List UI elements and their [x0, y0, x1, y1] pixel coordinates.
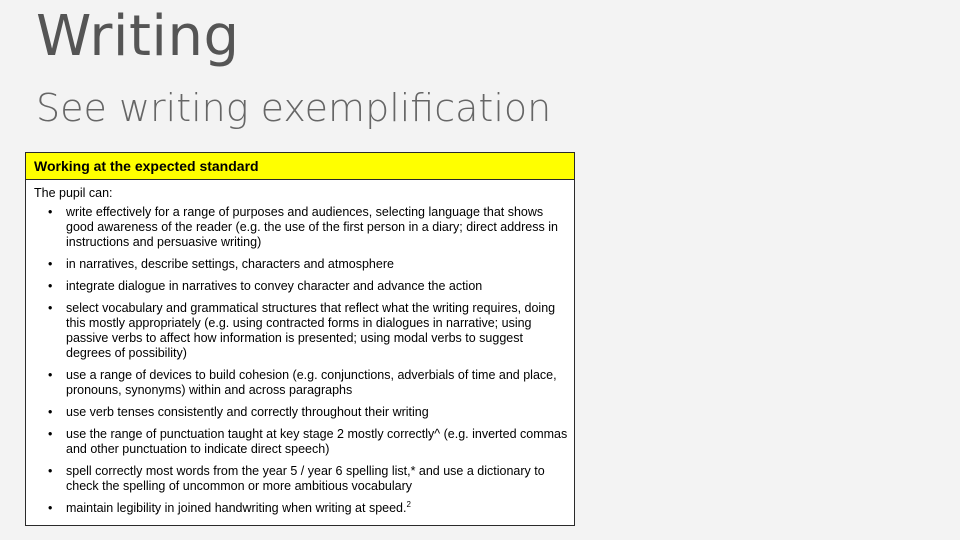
standard-header: Working at the expected standard — [26, 153, 574, 180]
bullet-icon: • — [48, 301, 53, 315]
list-item — [26, 464, 568, 494]
list-item-text: use a range of devices to build cohesion (e.g. conjunctions, adverbials of time and place, pronouns, synonyms) within and across paragraphs — [66, 368, 557, 397]
bullet-icon: • — [48, 501, 53, 515]
list-item — [26, 427, 568, 457]
list-item-sup: 2 — [406, 499, 411, 509]
list-item-text: spell correctly most words from the year 5 / year 6 spelling list,* and use a dictionary to check the spelling of uncommon or more ambitious vocabulary — [66, 464, 545, 493]
expected-standard-box — [25, 152, 575, 526]
list-item-text: use the range of punctuation taught at key stage 2 mostly correctly^ (e.g. inverted commas and other punctuation to indicate direct speech) — [66, 427, 568, 456]
list-item-text: maintain legibility in joined handwriting when writing at speed. — [66, 501, 407, 515]
list-item-text: integrate dialogue in narratives to convey character and advance the action — [66, 279, 483, 293]
bullet-icon: • — [48, 405, 53, 419]
list-item — [26, 301, 568, 361]
bullet-icon: • — [48, 427, 53, 441]
bullet-icon: • — [48, 257, 53, 271]
list-item — [26, 405, 568, 420]
list-item-text: in narratives, describe settings, characters and atmosphere — [66, 257, 394, 271]
bullet-icon: • — [48, 368, 53, 382]
slide-subtitle: See writing exemplification — [36, 86, 552, 130]
list-item — [26, 257, 568, 272]
list-item — [26, 501, 568, 516]
list-item-text: select vocabulary and grammatical structures that reflect what the writing requires, doing this mostly appropriately (e.g. using contracted forms in dialogues in narrative; using passive verbs to affect how information is presented; using modal verbs to suggest degrees of possibility) — [66, 301, 556, 360]
standard-intro: The pupil can: — [34, 186, 113, 200]
list-item — [26, 205, 568, 250]
list-item — [26, 368, 568, 398]
standard-list — [26, 201, 574, 516]
bullet-icon: • — [48, 205, 53, 219]
bullet-icon: • — [48, 279, 53, 293]
list-item-text: write effectively for a range of purposes and audiences, selecting language that shows good awareness of the reader (e.g. the use of the first person in a diary; direct address in instructions and persuasive writing) — [66, 205, 558, 249]
bullet-icon: • — [48, 464, 53, 478]
slide-title: Writing — [36, 4, 240, 69]
list-item — [26, 279, 568, 294]
list-item-text: use verb tenses consistently and correctly throughout their writing — [66, 405, 429, 419]
